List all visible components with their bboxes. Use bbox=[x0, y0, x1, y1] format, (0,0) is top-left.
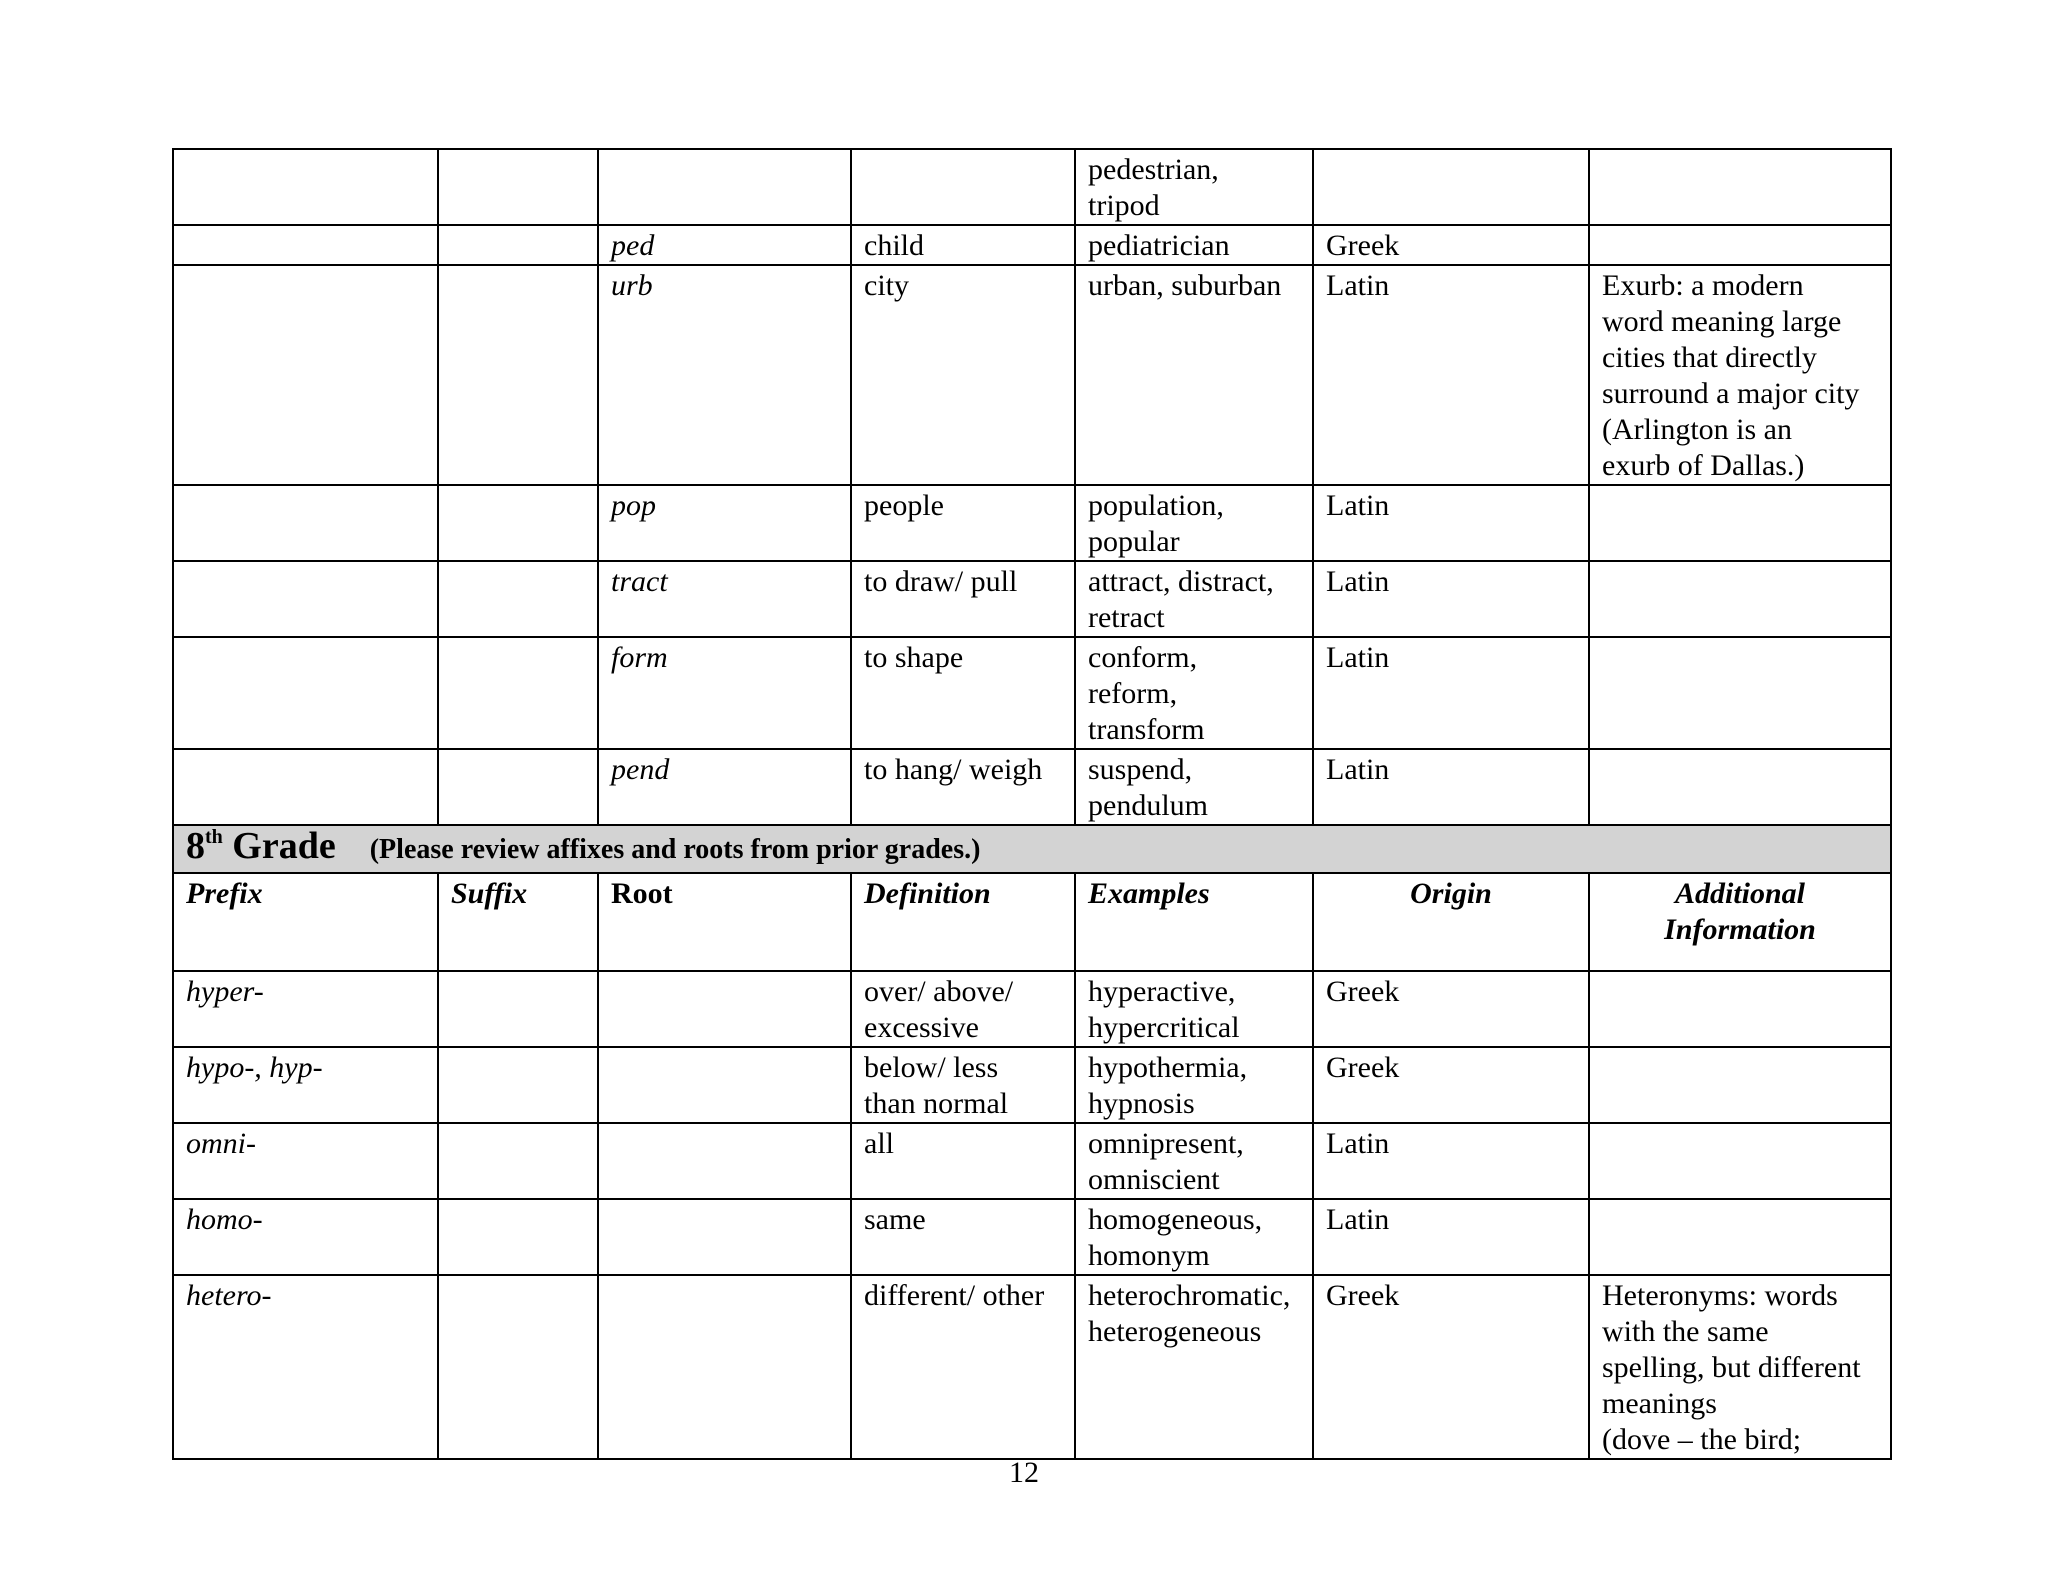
origin-cell: Latin bbox=[1313, 561, 1589, 637]
prefix-cell: hetero- bbox=[173, 1275, 438, 1459]
table-row bbox=[173, 1047, 1891, 1123]
definition-cell: same bbox=[851, 1199, 1075, 1275]
affix-root-table bbox=[172, 148, 1892, 1460]
table-row bbox=[173, 1123, 1891, 1199]
examples-cell: hypothermia, hypnosis bbox=[1075, 1047, 1313, 1123]
prefix-cell bbox=[173, 149, 438, 225]
header-origin: Origin bbox=[1313, 873, 1589, 971]
suffix-cell bbox=[438, 637, 598, 749]
examples-cell: attract, distract, retract bbox=[1075, 561, 1313, 637]
examples-cell: pedestrian, tripod bbox=[1075, 149, 1313, 225]
prefix-cell bbox=[173, 561, 438, 637]
header-examples: Examples bbox=[1075, 873, 1313, 971]
table-row bbox=[173, 561, 1891, 637]
header-definition: Definition bbox=[851, 873, 1075, 971]
header-row bbox=[173, 873, 1891, 971]
definition-cell: child bbox=[851, 225, 1075, 265]
prefix-cell bbox=[173, 225, 438, 265]
origin-cell: Greek bbox=[1313, 1047, 1589, 1123]
suffix-cell bbox=[438, 1123, 598, 1199]
info-cell bbox=[1589, 971, 1891, 1047]
suffix-cell bbox=[438, 561, 598, 637]
examples-cell: heterochromatic, heterogeneous bbox=[1075, 1275, 1313, 1459]
root-cell bbox=[598, 1275, 851, 1459]
definition-cell: to shape bbox=[851, 637, 1075, 749]
root-cell: ped bbox=[598, 225, 851, 265]
suffix-cell bbox=[438, 225, 598, 265]
prefix-cell bbox=[173, 637, 438, 749]
grade-banner bbox=[173, 825, 1891, 873]
header-suffix: Suffix bbox=[438, 873, 598, 971]
header-root: Root bbox=[598, 873, 851, 971]
root-cell bbox=[598, 1047, 851, 1123]
origin-cell: Greek bbox=[1313, 971, 1589, 1047]
definition-cell: people bbox=[851, 485, 1075, 561]
suffix-cell bbox=[438, 1275, 598, 1459]
prefix-cell: omni- bbox=[173, 1123, 438, 1199]
info-cell bbox=[1589, 225, 1891, 265]
suffix-cell bbox=[438, 1199, 598, 1275]
page-number: 12 bbox=[1009, 1456, 1039, 1489]
definition-cell bbox=[851, 149, 1075, 225]
suffix-cell bbox=[438, 971, 598, 1047]
table-row bbox=[173, 1199, 1891, 1275]
suffix-cell bbox=[438, 1047, 598, 1123]
definition-cell: below/ less than normal bbox=[851, 1047, 1075, 1123]
table-row bbox=[173, 149, 1891, 225]
prefix-cell bbox=[173, 265, 438, 485]
origin-cell: Latin bbox=[1313, 1199, 1589, 1275]
info-cell bbox=[1589, 485, 1891, 561]
grade-title: 8th Grade bbox=[186, 825, 336, 867]
prefix-cell bbox=[173, 485, 438, 561]
root-cell: pend bbox=[598, 749, 851, 825]
origin-cell: Latin bbox=[1313, 749, 1589, 825]
definition-cell: all bbox=[851, 1123, 1075, 1199]
suffix-cell bbox=[438, 485, 598, 561]
root-cell bbox=[598, 971, 851, 1047]
definition-cell: city bbox=[851, 265, 1075, 485]
info-cell bbox=[1589, 561, 1891, 637]
info-cell: Exurb: a modern word meaning large cities that directly surround a major city (Arlington is an exurb of Dallas.) bbox=[1589, 265, 1891, 485]
table-row bbox=[173, 749, 1891, 825]
info-cell: Heteronyms: words with the same spelling, but different meanings (dove – the bird; bbox=[1589, 1275, 1891, 1459]
suffix-cell bbox=[438, 749, 598, 825]
info-cell bbox=[1589, 1123, 1891, 1199]
table-row bbox=[173, 225, 1891, 265]
origin-cell bbox=[1313, 149, 1589, 225]
examples-cell: urban, suburban bbox=[1075, 265, 1313, 485]
info-cell bbox=[1589, 749, 1891, 825]
definition-cell: over/ above/ excessive bbox=[851, 971, 1075, 1047]
origin-cell: Latin bbox=[1313, 485, 1589, 561]
definition-cell: to draw/ pull bbox=[851, 561, 1075, 637]
grade-note: (Please review affixes and roots from prior grades.) bbox=[369, 834, 981, 865]
header-prefix: Prefix bbox=[173, 873, 438, 971]
examples-cell: population, popular bbox=[1075, 485, 1313, 561]
examples-cell: omnipresent, omniscient bbox=[1075, 1123, 1313, 1199]
info-cell bbox=[1589, 1199, 1891, 1275]
root-cell: urb bbox=[598, 265, 851, 485]
suffix-cell bbox=[438, 149, 598, 225]
prefix-cell: hyper- bbox=[173, 971, 438, 1047]
examples-cell: homogeneous, homonym bbox=[1075, 1199, 1313, 1275]
prefix-cell bbox=[173, 749, 438, 825]
table-row bbox=[173, 971, 1891, 1047]
info-cell bbox=[1589, 1047, 1891, 1123]
root-cell: form bbox=[598, 637, 851, 749]
info-cell bbox=[1589, 149, 1891, 225]
origin-cell: Greek bbox=[1313, 225, 1589, 265]
definition-cell: to hang/ weigh bbox=[851, 749, 1075, 825]
suffix-cell bbox=[438, 265, 598, 485]
prefix-cell: hypo-, hyp- bbox=[173, 1047, 438, 1123]
examples-cell: pediatrician bbox=[1075, 225, 1313, 265]
root-cell: tract bbox=[598, 561, 851, 637]
examples-cell: hyperactive, hypercritical bbox=[1075, 971, 1313, 1047]
origin-cell: Latin bbox=[1313, 1123, 1589, 1199]
root-cell: pop bbox=[598, 485, 851, 561]
grade-banner-cell bbox=[173, 825, 1891, 873]
examples-cell: suspend, pendulum bbox=[1075, 749, 1313, 825]
examples-cell: conform, reform, transform bbox=[1075, 637, 1313, 749]
table-row bbox=[173, 265, 1891, 485]
prefix-cell: homo- bbox=[173, 1199, 438, 1275]
origin-cell: Greek bbox=[1313, 1275, 1589, 1459]
definition-cell: different/ other bbox=[851, 1275, 1075, 1459]
origin-cell: Latin bbox=[1313, 637, 1589, 749]
origin-cell: Latin bbox=[1313, 265, 1589, 485]
root-cell bbox=[598, 1199, 851, 1275]
table-row bbox=[173, 485, 1891, 561]
root-cell bbox=[598, 149, 851, 225]
header-additional-information: Additional Information bbox=[1589, 873, 1891, 971]
table-row bbox=[173, 637, 1891, 749]
info-cell bbox=[1589, 637, 1891, 749]
root-cell bbox=[598, 1123, 851, 1199]
table-row bbox=[173, 1275, 1891, 1459]
